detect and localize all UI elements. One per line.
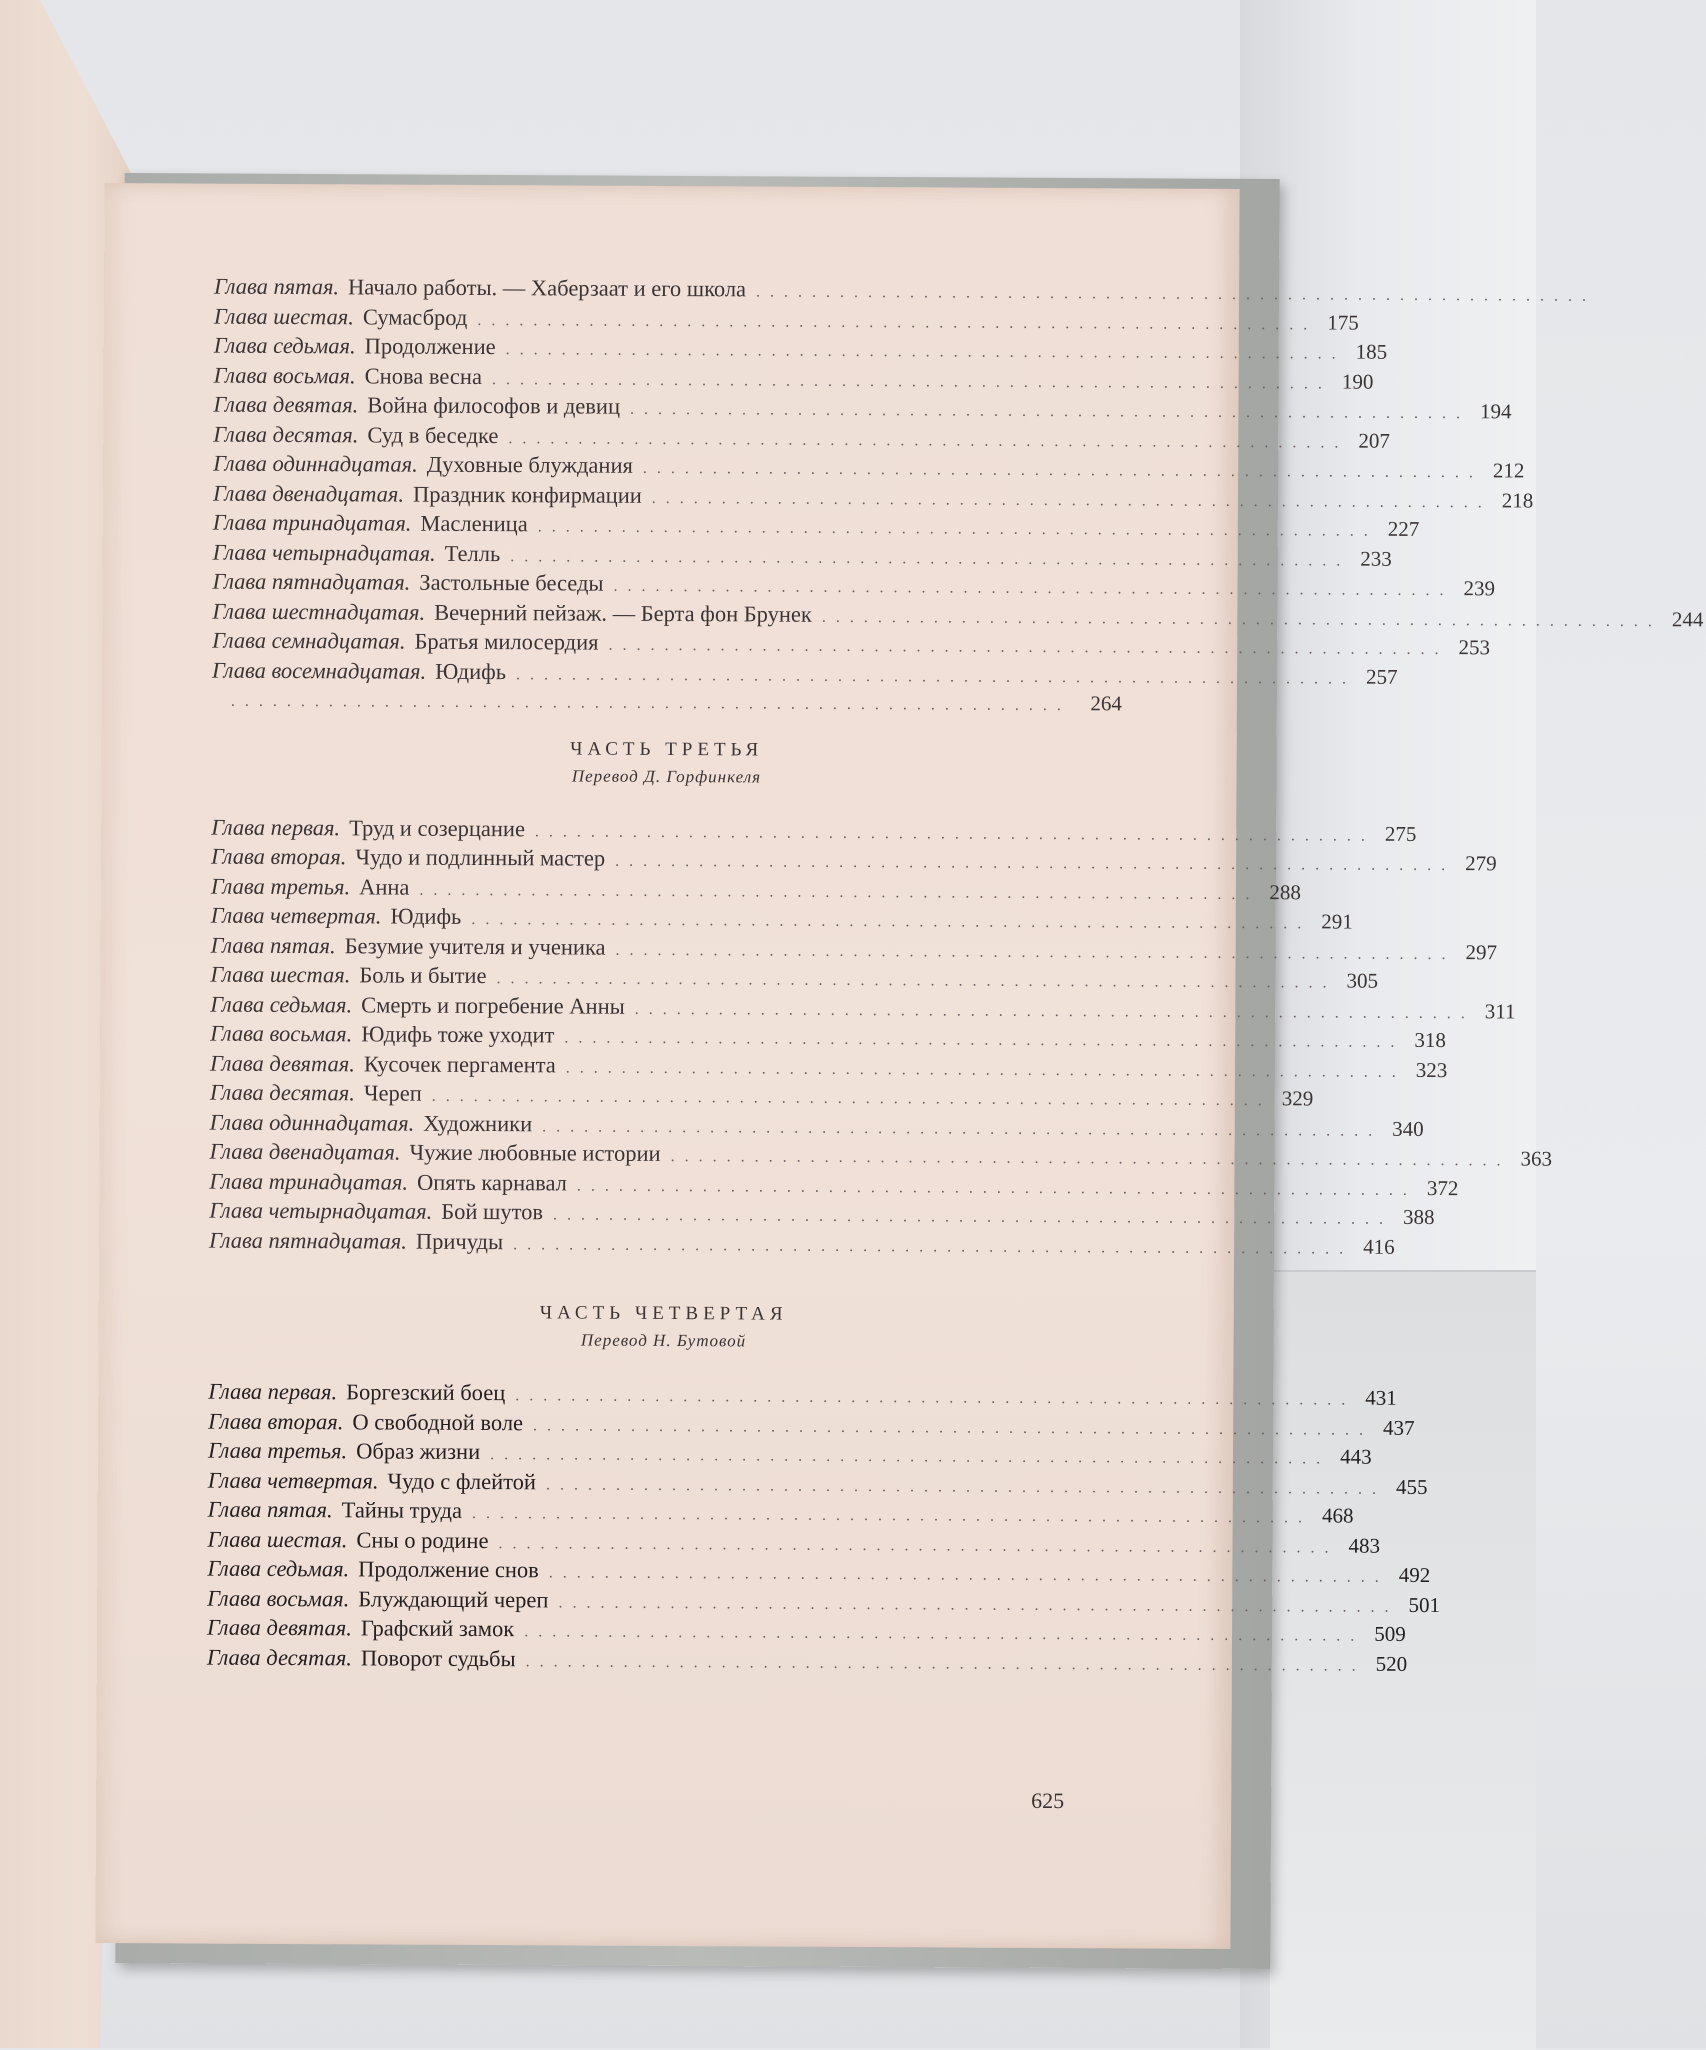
leader-dots: ............................................................ bbox=[510, 547, 1351, 570]
chapter-number: Глава шестая. bbox=[210, 961, 351, 988]
chapter-number: Глава пятнадцатая. bbox=[209, 1227, 407, 1254]
chapter-title: Снова весна bbox=[364, 362, 483, 389]
leader-dots: ............................................................ bbox=[558, 1593, 1399, 1616]
page-ref: 311 bbox=[1484, 998, 1516, 1023]
leader-dots: ............................................................ bbox=[471, 1504, 1313, 1527]
page-ref: 340 bbox=[1392, 1116, 1424, 1141]
chapter-title: Братья милосердия bbox=[414, 628, 599, 655]
page-ref: 416 bbox=[1363, 1234, 1395, 1259]
part3-chapter-list bbox=[209, 814, 1553, 1261]
toc-entry bbox=[209, 1109, 1424, 1143]
leader-dots: ............................................................ bbox=[515, 1387, 1356, 1409]
toc-entry bbox=[207, 1555, 1431, 1590]
chapter-number: Глава первая. bbox=[211, 814, 341, 840]
chapter-title: Бой шутов bbox=[441, 1198, 544, 1225]
leader-dots: ............................................................ bbox=[821, 608, 1662, 630]
leader-dots: ............................................................ bbox=[651, 489, 1492, 511]
toc-entry bbox=[213, 303, 1359, 337]
chapter-number: Глава одиннадцатая. bbox=[213, 450, 418, 477]
toc-entry bbox=[213, 450, 1525, 485]
toc-entry bbox=[212, 657, 1398, 691]
chapter-title: Продолжение bbox=[364, 333, 496, 360]
chapter-number: Глава седьмая. bbox=[207, 1555, 350, 1582]
chapter-number: Глава тринадцатая. bbox=[212, 509, 412, 536]
chapter-number: Глава восьмая. bbox=[213, 362, 356, 388]
toc-entry bbox=[209, 1138, 1553, 1173]
chapter-number: Глава седьмая. bbox=[213, 332, 356, 359]
page-ref: 363 bbox=[1520, 1146, 1553, 1171]
toc-entry bbox=[209, 1197, 1435, 1232]
chapter-number: Глава десятая. bbox=[209, 1079, 355, 1106]
page-ref: 257 bbox=[1365, 664, 1398, 689]
page-ref: 227 bbox=[1387, 516, 1420, 541]
right-page bbox=[95, 183, 1704, 1949]
toc-entry bbox=[213, 391, 1512, 426]
leader-dots: ............................................................ bbox=[615, 852, 1456, 875]
page-ref: 244 bbox=[1671, 606, 1704, 631]
leader-dots: ............................................................ bbox=[576, 1177, 1417, 1199]
chapter-title: Праздник конфирмации bbox=[412, 481, 642, 508]
page-ref: 323 bbox=[1415, 1057, 1448, 1082]
chapter-title: Юдифь bbox=[390, 903, 462, 929]
page-ref: 253 bbox=[1458, 635, 1491, 660]
toc-entry bbox=[207, 1526, 1381, 1560]
part3-translator: Перевод Д. Горфинкеля bbox=[571, 765, 762, 786]
chapter-title: Масленица bbox=[420, 510, 528, 537]
toc-entry bbox=[212, 480, 1534, 514]
chapter-number: Глава седьмая. bbox=[210, 991, 353, 1017]
page-ref: 318 bbox=[1414, 1027, 1446, 1053]
chapter-title: Образ жизни bbox=[356, 1438, 481, 1465]
leader-dots: ............................................................ bbox=[534, 822, 1375, 845]
leader-dots: ............................................................ bbox=[230, 692, 1071, 715]
toc-entry bbox=[212, 539, 1392, 573]
chapter-title: Вечерний пейзаж. — Берта фон Брунек bbox=[434, 599, 812, 627]
chapter-title: Война философов и девиц bbox=[367, 392, 621, 419]
chapter-number: Глава шестнадцатая. bbox=[212, 598, 426, 625]
page-ref: 372 bbox=[1426, 1175, 1459, 1200]
chapter-number: Глава девятая. bbox=[213, 391, 359, 418]
chapter-title: Продолжение снов bbox=[358, 1556, 539, 1583]
toc-entry bbox=[212, 687, 1122, 721]
chapter-title: Опять карнавал bbox=[416, 1169, 568, 1195]
chapter-number: Глава первая. bbox=[208, 1378, 338, 1405]
chapter-title: Смерть и погребение Анны bbox=[361, 991, 625, 1019]
leader-dots: ............................................................ bbox=[471, 910, 1312, 933]
leader-dots: ............................................................ bbox=[629, 400, 1471, 423]
leader-dots: ............................................................ bbox=[505, 341, 1346, 363]
leader-dots: ............................................................ bbox=[508, 429, 1349, 452]
toc-entry bbox=[207, 1585, 1441, 1619]
chapter-number: Глава четырнадцатая. bbox=[212, 539, 436, 566]
chapter-title: Блуждающий череп bbox=[358, 1585, 549, 1612]
toc-entry bbox=[213, 362, 1374, 396]
chapter-title: Графский замок bbox=[360, 1615, 515, 1642]
toc-entry bbox=[210, 902, 1353, 937]
chapter-number: Глава пятая. bbox=[210, 932, 336, 958]
leader-dots: ............................................................ bbox=[513, 1235, 1354, 1258]
toc-entry bbox=[211, 843, 1497, 878]
chapter-number: Глава вторая. bbox=[208, 1408, 344, 1434]
leader-dots: ............................................................ bbox=[490, 1446, 1331, 1468]
page-ref: 185 bbox=[1355, 339, 1388, 364]
toc-entry bbox=[209, 1227, 1395, 1261]
leader-dots: ............................................................ bbox=[491, 370, 1333, 392]
page-ref: 483 bbox=[1348, 1533, 1381, 1558]
leader-dots: ............................................................ bbox=[564, 1029, 1405, 1051]
page-ref: 207 bbox=[1358, 428, 1390, 453]
leader-dots: ............................................................ bbox=[613, 577, 1454, 600]
toc-entry bbox=[209, 1168, 1459, 1202]
leader-dots: ............................................................ bbox=[496, 970, 1337, 992]
chapter-number: Глава шестая. bbox=[207, 1526, 348, 1552]
chapter-title: Суд в беседке bbox=[367, 421, 499, 448]
part4-translator: Перевод Н. Бутовой bbox=[580, 1330, 747, 1351]
toc-entry bbox=[210, 873, 1301, 907]
chapter-number: Глава десятая. bbox=[206, 1644, 353, 1670]
toc-entry bbox=[207, 1467, 1428, 1501]
chapter-number: Глава восемнадцатая. bbox=[212, 657, 427, 684]
chapter-title: Чудо и подлинный мастер bbox=[355, 844, 606, 871]
chapter-title: Застольные беседы bbox=[419, 569, 604, 596]
leader-dots: ............................................................ bbox=[431, 1087, 1272, 1110]
chapter-title: Духовные блуждания bbox=[426, 451, 633, 478]
page-ref: 239 bbox=[1463, 576, 1496, 601]
chapter-number: Глава восьмая. bbox=[210, 1020, 353, 1047]
page-ref: 329 bbox=[1281, 1086, 1314, 1111]
chapter-number: Глава десятая. bbox=[213, 421, 359, 447]
part4-chapter-list bbox=[206, 1378, 1441, 1679]
page-ref: 388 bbox=[1403, 1204, 1435, 1230]
toc-entry bbox=[208, 1378, 1397, 1413]
toc-entry bbox=[212, 598, 1704, 632]
leader-dots: ............................................................ bbox=[477, 311, 1318, 333]
chapter-title: Поворот судьбы bbox=[360, 1644, 516, 1671]
toc-entry bbox=[210, 991, 1516, 1025]
chapter-title: Тайны труда bbox=[341, 1497, 463, 1523]
page-ref: 212 bbox=[1492, 458, 1525, 483]
chapter-title: Анна bbox=[359, 873, 410, 900]
page-ref: 468 bbox=[1321, 1503, 1354, 1528]
toc-entry bbox=[213, 421, 1390, 455]
toc-entry bbox=[207, 1496, 1354, 1531]
chapter-number: Глава тринадцатая. bbox=[209, 1168, 409, 1195]
chapter-title: Череп bbox=[363, 1080, 422, 1106]
toc-entry bbox=[212, 627, 1491, 662]
toc-entry bbox=[210, 932, 1498, 966]
toc-entry bbox=[209, 1050, 1448, 1084]
toc-entry bbox=[209, 1079, 1314, 1114]
chapter-title: Художники bbox=[423, 1110, 533, 1136]
leader-dots: ............................................................ bbox=[533, 1416, 1374, 1439]
chapter-number: Глава одиннадцатая. bbox=[209, 1109, 415, 1136]
page-ref: 288 bbox=[1269, 879, 1301, 904]
chapter-title: Юдифь тоже уходит bbox=[361, 1021, 555, 1048]
chapter-number: Глава двенадцатая. bbox=[212, 480, 405, 507]
chapter-number: Глава двенадцатая. bbox=[209, 1138, 401, 1165]
page-ref: 275 bbox=[1384, 821, 1417, 846]
page-ref: 218 bbox=[1501, 487, 1534, 513]
leader-dots: ............................................................ bbox=[545, 1475, 1387, 1498]
leader-dots: ............................................................ bbox=[515, 665, 1357, 688]
toc-entry bbox=[207, 1437, 1372, 1472]
page-ref: 501 bbox=[1408, 1592, 1441, 1617]
toc-entry bbox=[210, 961, 1379, 996]
toc-entry bbox=[206, 1644, 1408, 1678]
toc-entry bbox=[206, 1614, 1406, 1649]
chapter-number: Глава пятнадцатая. bbox=[212, 568, 411, 595]
page-ref: 233 bbox=[1360, 546, 1392, 571]
chapter-number: Глава шестая. bbox=[213, 303, 354, 329]
leader-dots: ............................................................ bbox=[525, 1652, 1366, 1675]
page-ref: 264 bbox=[1090, 691, 1122, 716]
page-ref: 509 bbox=[1374, 1621, 1406, 1646]
chapter-number: Глава девятая. bbox=[206, 1614, 352, 1641]
toc-entry bbox=[213, 332, 1388, 367]
page-ref: 492 bbox=[1398, 1562, 1431, 1588]
chapter-number: Глава третья. bbox=[210, 873, 351, 899]
page-ref: 437 bbox=[1383, 1415, 1415, 1440]
toc-entry bbox=[214, 273, 1597, 308]
leader-dots: ............................................................ bbox=[608, 636, 1449, 659]
leader-dots: ............................................................ bbox=[670, 1148, 1511, 1170]
chapter-number: Глава четвертая. bbox=[207, 1467, 379, 1493]
leader-dots: ............................................................ bbox=[642, 459, 1483, 482]
chapter-title: Сны о родине bbox=[356, 1526, 489, 1553]
leader-dots: ............................................................ bbox=[615, 941, 1456, 963]
leader-dots: ............................................................ bbox=[537, 518, 1378, 540]
toc-entry bbox=[208, 1408, 1415, 1442]
chapter-title: Начало работы. — Хаберзаат и его школа bbox=[348, 274, 747, 302]
page-number: 625 bbox=[1031, 1787, 1065, 1814]
page-ref: 175 bbox=[1327, 309, 1359, 335]
chapter-number: Глава четвертая. bbox=[210, 902, 382, 929]
leader-dots: ............................................................ bbox=[553, 1206, 1394, 1228]
page-ref: 431 bbox=[1365, 1385, 1397, 1410]
leader-dots: ............................................................ bbox=[498, 1534, 1339, 1557]
chapter-title: Сумасброд bbox=[362, 303, 468, 330]
chapter-title: Телль bbox=[444, 540, 501, 566]
chapter-number: Глава третья. bbox=[207, 1437, 348, 1464]
leader-dots: ............................................................ bbox=[419, 881, 1260, 903]
chapter-title: Причуды bbox=[415, 1228, 504, 1254]
page-ref: 443 bbox=[1340, 1444, 1372, 1469]
chapter-number: Глава пятая. bbox=[207, 1496, 333, 1523]
leader-dots: ............................................................ bbox=[756, 283, 1597, 305]
chapter-title: Кусочек пергамента bbox=[363, 1050, 556, 1077]
chapter-number: Глава вторая. bbox=[211, 843, 347, 870]
table-of-contents bbox=[206, 273, 1704, 1679]
chapter-number: Глава восьмая. bbox=[207, 1585, 350, 1611]
chapter-number: Глава девятая. bbox=[209, 1050, 355, 1076]
chapter-number: Глава четырнадцатая. bbox=[209, 1197, 433, 1224]
leader-dots: ............................................................ bbox=[548, 1564, 1389, 1586]
chapter-number: Глава пятая. bbox=[214, 273, 340, 300]
page-ref: 194 bbox=[1479, 399, 1512, 424]
part2-chapter-list bbox=[212, 273, 1704, 721]
chapter-title: Чужие любовные истории bbox=[409, 1139, 661, 1166]
chapter-title: Безумие учителя и ученика bbox=[344, 932, 606, 960]
page-ref: 297 bbox=[1465, 939, 1498, 964]
chapter-title: Юдифь bbox=[435, 658, 507, 684]
page-ref: 291 bbox=[1321, 909, 1353, 934]
leader-dots: ............................................................ bbox=[634, 1000, 1475, 1022]
chapter-title: Чудо с флейтой bbox=[387, 1468, 537, 1494]
leader-dots: ............................................................ bbox=[565, 1058, 1406, 1081]
leader-dots: ............................................................ bbox=[524, 1623, 1365, 1645]
page-ref: 455 bbox=[1395, 1474, 1428, 1499]
page-ref: 279 bbox=[1465, 851, 1497, 876]
chapter-title: Боль и бытие bbox=[359, 962, 487, 989]
chapter-title: Боргезский боец bbox=[346, 1379, 506, 1406]
chapter-title: О свободной воле bbox=[352, 1408, 524, 1435]
toc-entry bbox=[212, 568, 1496, 603]
leader-dots: ............................................................ bbox=[542, 1117, 1383, 1140]
part4-heading: ЧАСТЬ ЧЕТВЕРТАЯ bbox=[539, 1302, 788, 1325]
chapter-title: Труд и созерцание bbox=[349, 814, 526, 841]
page-ref: 190 bbox=[1341, 369, 1374, 394]
toc-entry bbox=[211, 814, 1417, 848]
toc-entry bbox=[210, 1020, 1446, 1055]
page-ref: 305 bbox=[1346, 968, 1379, 993]
toc-entry bbox=[212, 509, 1420, 544]
chapter-number: Глава семнадцатая. bbox=[212, 627, 406, 654]
page-ref: 520 bbox=[1375, 1651, 1408, 1676]
part3-heading: ЧАСТЬ ТРЕТЬЯ bbox=[570, 737, 764, 760]
